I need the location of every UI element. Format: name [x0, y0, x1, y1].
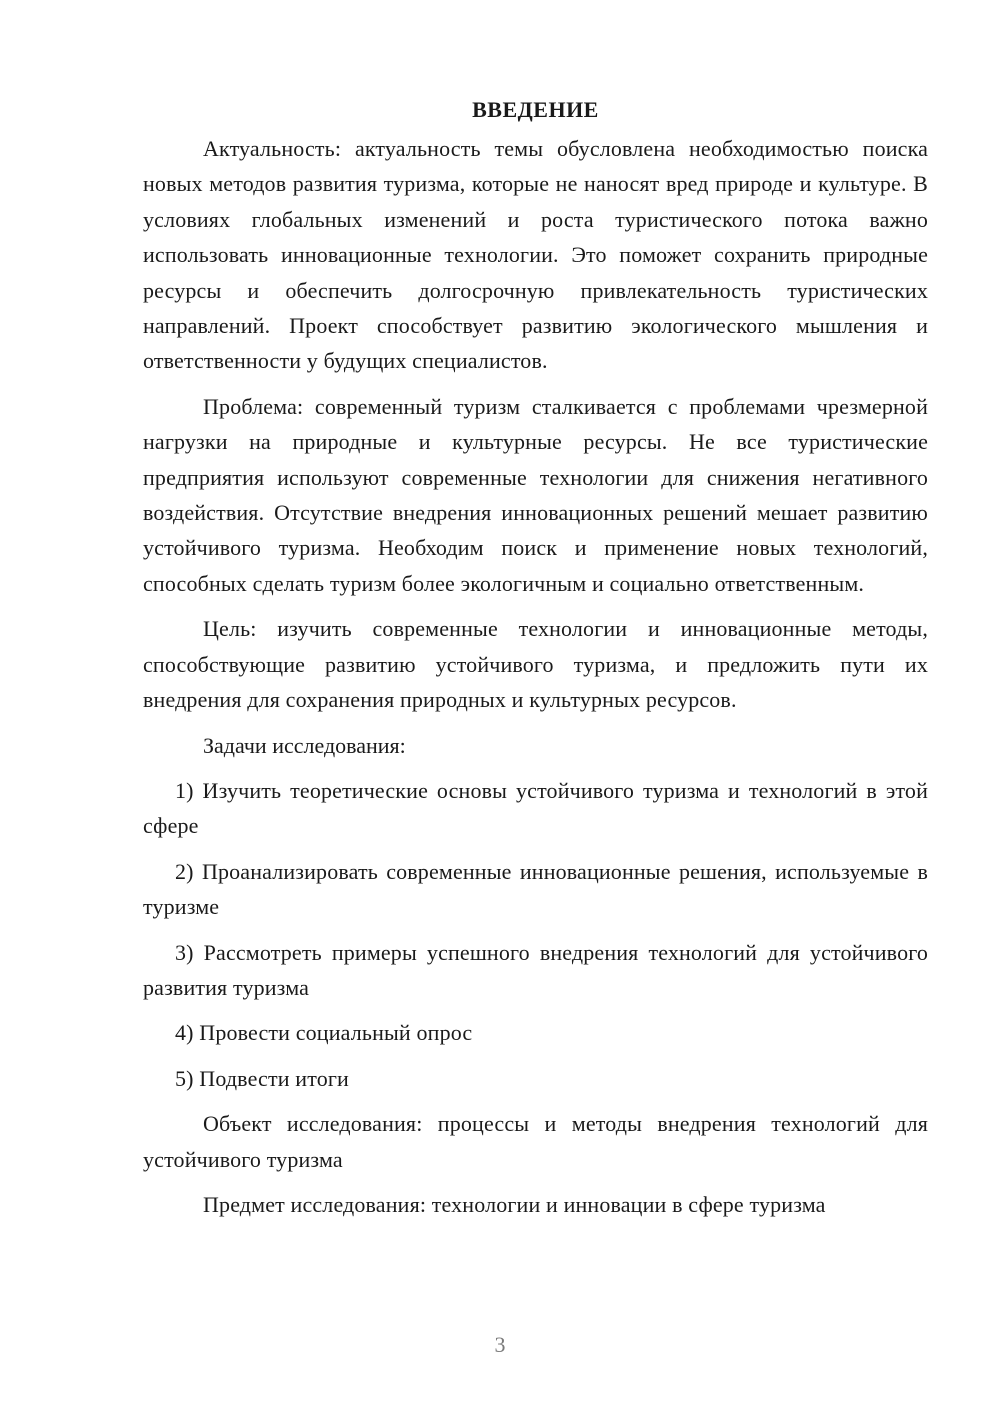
goal-paragraph: Цель: изучить современные технологии и инновационные методы, способствующие развитию устойчивого туризма, и предложить пути их внедрения для сохранения природных и культурных ресурсов. — [143, 616, 928, 713]
list-item: 1) Изучить теоретические основы устойчивого туризма и технологий в этой сфере — [143, 777, 928, 839]
document-title: ВВЕДЕНИЕ — [472, 97, 599, 122]
list-item: 2) Проанализировать современные инновационные решения, используемые в туризме — [143, 858, 928, 920]
problem-paragraph: Проблема: современный туризм сталкивается с проблемами чрезмерной нагрузки на природные и культурные ресурсы. Не все туристические предприятия используют современные технологии для снижения негативного воздействия. Отсутствие внедрения инновационных решений мешает развитию устойчивого туризма. Необходим поиск и применение новых технологий, способных сделать туризм более экологичным и социально ответственным. — [143, 393, 928, 596]
tasks-list — [143, 773, 928, 1096]
page-number: 3 — [494, 1332, 506, 1357]
subject-paragraph: Предмет исследования: технологии и инновации в сфере туризма — [203, 1191, 826, 1217]
object-paragraph: Объект исследования: процессы и методы внедрения технологий для устойчивого туризма — [143, 1111, 928, 1172]
list-item: 5) Подвести итоги — [175, 1065, 349, 1091]
list-item: 4) Провести социальный опрос — [175, 1020, 473, 1046]
tasks-heading: Задачи исследования: — [203, 732, 406, 758]
relevance-paragraph: Актуальность: актуальность темы обусловлена необходимостью поиска новых методов развития туризма, которые не наносят вред природе и культуре. В условиях глобальных изменений и роста туристического потока важно использовать инновационные технологии. Это поможет сохранить природные ресурсы и обеспечить долгосрочную привлекательность туристических направлений. Проект способствует развитию экологического мышления и ответственности у будущих специалистов. — [143, 136, 928, 374]
document-page — [143, 92, 928, 1232]
list-item: 3) Рассмотреть примеры успешного внедрения технологий для устойчивого развития туризма — [143, 939, 928, 1000]
